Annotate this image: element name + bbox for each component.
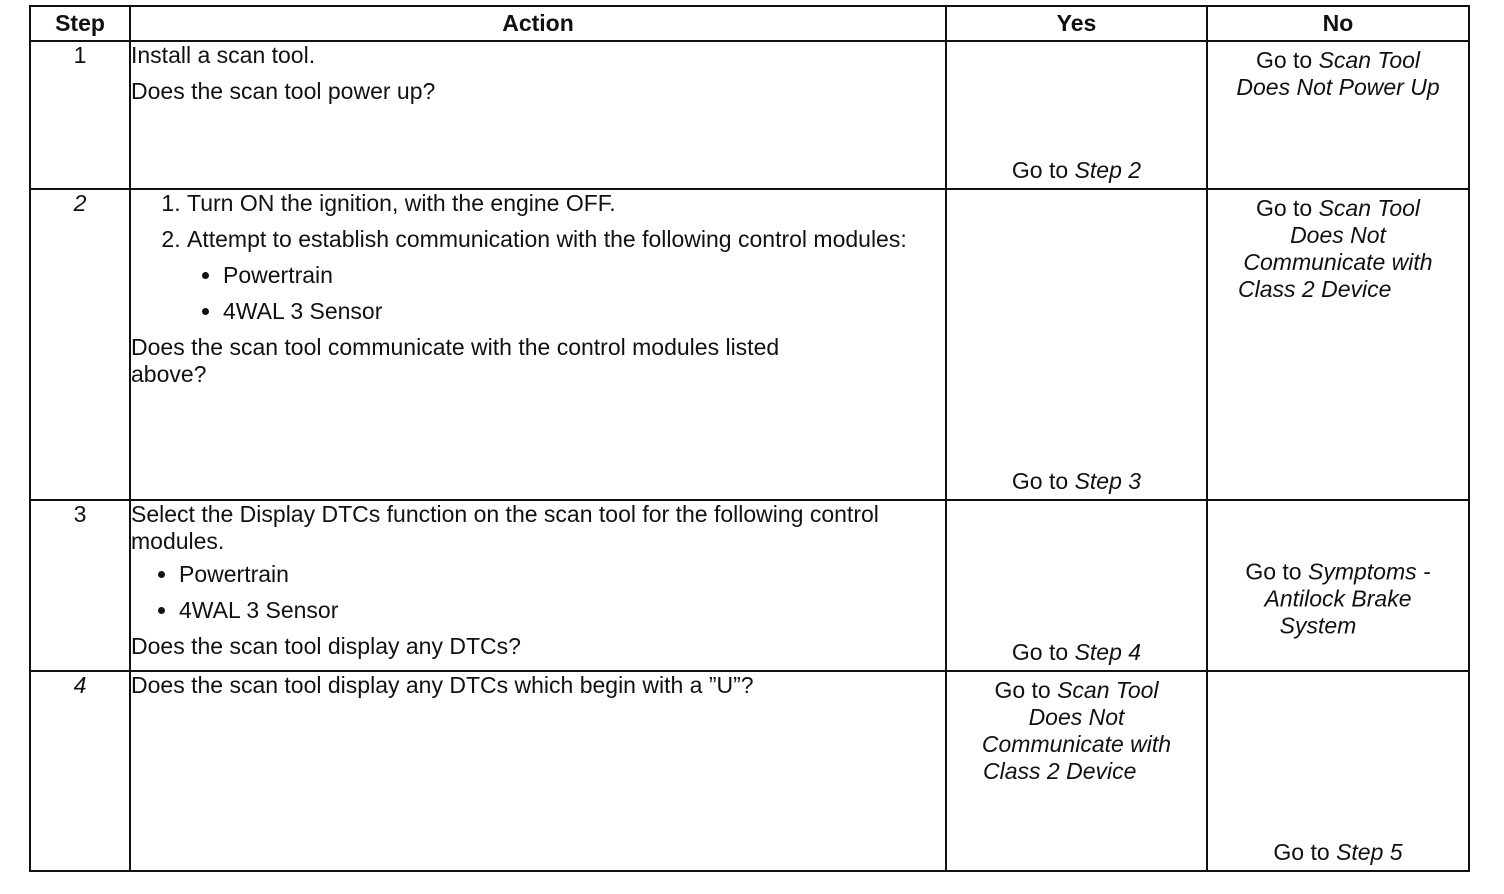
action-cell xyxy=(130,189,946,500)
no-target-link[interactable]: Antilock Brake xyxy=(1264,585,1412,612)
no-target-link[interactable]: System xyxy=(1279,612,1357,639)
yes-prefix: Go to xyxy=(994,677,1051,703)
module-bullets xyxy=(187,262,945,325)
no-target-link[interactable]: Communicate with xyxy=(1243,249,1433,275)
list-item: • Powertrain xyxy=(179,561,945,588)
no-cell xyxy=(1207,189,1469,500)
list-item-text: Attempt to establish communication with the following control modules: xyxy=(187,226,907,252)
header-no: No xyxy=(1207,6,1469,41)
no-target-link[interactable]: Scan Tool xyxy=(1318,195,1421,221)
action-cell xyxy=(130,41,946,189)
no-prefix: Go to xyxy=(1245,558,1302,585)
list-item: 1. Turn ON the ignition, with the engine OFF. xyxy=(187,190,945,217)
diagnostic-table xyxy=(29,5,1470,872)
table-row xyxy=(30,500,1469,671)
step-number: 2 xyxy=(30,189,130,500)
action-cell xyxy=(130,500,946,671)
yes-target-link[interactable]: Step 3 xyxy=(1074,468,1142,494)
action-question: Does the scan tool communicate with the control modules listed above? xyxy=(131,334,780,387)
yes-target-link[interactable]: Scan Tool xyxy=(1057,677,1159,703)
yes-cell xyxy=(946,189,1207,500)
no-cell xyxy=(1207,41,1469,189)
yes-cell xyxy=(946,500,1207,671)
action-cell xyxy=(130,671,946,871)
yes-cell xyxy=(946,671,1207,871)
step-number: 3 xyxy=(30,500,130,671)
no-prefix: Go to xyxy=(1255,195,1313,221)
step-number: 4 xyxy=(30,671,130,871)
yes-cell xyxy=(946,41,1207,189)
header-yes: Yes xyxy=(946,6,1207,41)
header-step: Step xyxy=(30,6,130,41)
no-target-link[interactable]: Scan Tool xyxy=(1318,47,1421,73)
action-question: Does the scan tool power up? xyxy=(131,78,436,104)
no-cell xyxy=(1207,671,1469,871)
yes-target-link[interactable]: Class 2 Device xyxy=(983,758,1137,784)
header-row xyxy=(30,6,1469,41)
no-target-link[interactable]: Symptoms - xyxy=(1307,558,1431,585)
action-question: Does the scan tool display any DTCs? xyxy=(131,633,521,659)
yes-prefix: Go to xyxy=(1011,157,1069,183)
no-target-link[interactable]: Does Not Power Up xyxy=(1236,74,1440,100)
yes-target-link[interactable]: Step 4 xyxy=(1074,639,1142,665)
yes-prefix: Go to xyxy=(1011,639,1069,665)
list-item xyxy=(187,226,945,325)
list-item: • 4WAL 3 Sensor xyxy=(179,597,945,624)
no-prefix: Go to xyxy=(1255,47,1313,73)
yes-target-link[interactable]: Step 2 xyxy=(1074,157,1142,183)
header-action: Action xyxy=(130,6,946,41)
action-steps-list xyxy=(131,190,945,325)
action-question: Does the scan tool display any DTCs which begin with a ”U”? xyxy=(131,672,754,698)
yes-prefix: Go to xyxy=(1011,468,1069,494)
step-number: 1 xyxy=(30,41,130,189)
no-cell xyxy=(1207,500,1469,671)
no-target-link[interactable]: Step 5 xyxy=(1336,839,1403,865)
action-text: Select the Display DTCs function on the scan tool for the following control modules. xyxy=(131,501,879,554)
list-item: • Powertrain xyxy=(223,262,945,289)
action-text: Install a scan tool. xyxy=(131,42,316,68)
no-target-link[interactable]: Does Not xyxy=(1290,222,1386,248)
module-bullets xyxy=(131,561,945,624)
yes-target-link[interactable]: Does Not xyxy=(1028,704,1125,730)
list-item: • 4WAL 3 Sensor xyxy=(223,298,945,325)
no-target-link[interactable]: Class 2 Device xyxy=(1238,276,1392,302)
no-prefix: Go to xyxy=(1273,839,1330,865)
table-row xyxy=(30,671,1469,871)
table-row xyxy=(30,41,1469,189)
table-row xyxy=(30,189,1469,500)
yes-target-link[interactable]: Communicate with xyxy=(981,731,1172,757)
